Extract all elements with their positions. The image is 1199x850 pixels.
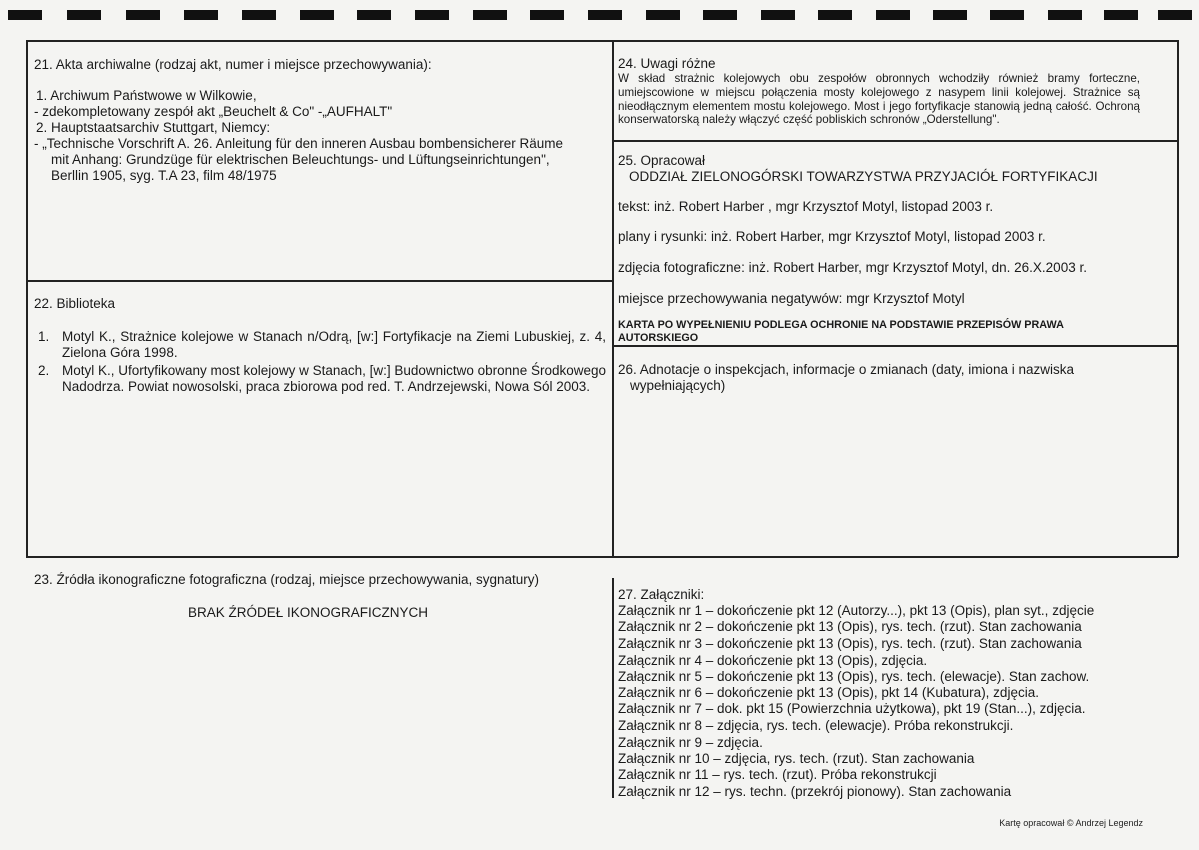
row-divider-21-22: [26, 280, 613, 282]
frame-right-border: [1177, 40, 1179, 557]
archive-line: mit Anhang: Grundzüge für elektrischen Beleuchtungs- und Lüftungseinrichtungen",: [51, 152, 550, 167]
column-divider: [612, 40, 614, 558]
section-25-heading: 25. Opracował: [618, 153, 706, 168]
author-plans: plany i rysunki: inż. Robert Harber, mgr Krzysztof Motyl, listopad 2003 r.: [618, 229, 1046, 244]
mark: [990, 10, 1024, 20]
attachment-item: Załącznik nr 1 – dokończenie pkt 12 (Autorzy...), pkt 13 (Opis), plan syt., zdjęcie: [618, 603, 1095, 618]
frame-top-border: [26, 40, 1178, 42]
section-26-heading: 26. Adnotacje o inspekcjach, informacje o zmianach (daty, imiona i nazwiska: [618, 362, 1074, 377]
mark: [588, 10, 622, 20]
row-divider-24-25: [612, 140, 1178, 142]
mark: [357, 10, 391, 20]
mark: [818, 10, 852, 20]
bibliography-number: 2.: [38, 363, 50, 378]
archive-line: - „Technische Vorschrift A. 26. Anleitung für den inneren Ausbau bombensicherer Räume: [34, 136, 564, 151]
iconography-value: BRAK ŹRÓDEŁ IKONOGRAFICZNYCH: [188, 605, 429, 620]
copyright-notice: KARTA PO WYPEŁNIENIU PODLEGA OCHRONIE NA PODSTAWIE PRZEPISÓW PRAWA AUTORSKIEGO: [618, 319, 1064, 344]
mark: [473, 10, 507, 20]
mark: [242, 10, 276, 20]
archive-line: - zdekompletowany zespół akt „Beuchelt & Co" -„AUFHALT": [34, 104, 393, 119]
mark: [300, 10, 334, 20]
mark: [933, 10, 967, 20]
section-24-heading: 24. Uwagi różne: [618, 56, 716, 71]
frame-left-border: [26, 40, 28, 557]
mark: [876, 10, 910, 20]
bibliography-item: Motyl K., Ufortyfikowany most kolejowy w Stanach, [w:] Budownictwo obronne Środkowego Nadodrza. Powiat nowosolski, praca zbiorowa pod red. T. Andrzejewski, Nowa Sól 2003.: [62, 363, 606, 394]
attachment-item: Załącznik nr 3 – dokończenie pkt 13 (Opis), rys. tech. (rzut). Stan zachowania: [618, 636, 1082, 651]
section-22-heading: 22. Biblioteka: [34, 296, 116, 311]
mark: [1104, 10, 1138, 20]
negatives-location: miejsce przechowywania negatywów: mgr Krzysztof Motyl: [618, 291, 965, 306]
attachment-item: Załącznik nr 11 – rys. tech. (rzut). Próba rekonstrukcji: [618, 767, 937, 782]
author-text: tekst: inż. Robert Harber , mgr Krzysztof Motyl, listopad 2003 r.: [618, 199, 994, 214]
notes-text: W skład strażnic kolejowych obu zespołów obronnych wchodziły również bramy forteczne, umiejscowione w miejscu połączenia mosty kolejowego z nasypem linii kolejowej. Strażnice są nieodłącznym elementem mostu kolejowego. Most i jego fortyfikacje stanowią jedną całość. Ochroną konserwatorską należy włączyć część pobliskich schronów „Oderstellung".: [618, 72, 1140, 127]
mark: [530, 10, 564, 20]
mark: [126, 10, 160, 20]
column-divider-lower: [612, 578, 614, 798]
archive-line: 1. Archiwum Państwowe w Wilkowie,: [36, 88, 257, 103]
attachment-item: Załącznik nr 2 – dokończenie pkt 13 (Opis), rys. tech. (rzut). Stan zachowania: [618, 619, 1082, 634]
author-photos: zdjęcia fotograficzne: inż. Robert Harber, mgr Krzysztof Motyl, dn. 26.X.2003 r.: [618, 260, 1087, 275]
section-27-heading: 27. Załączniki:: [618, 587, 705, 602]
mark: [1158, 10, 1192, 20]
attachment-item: Załącznik nr 5 – dokończenie pkt 13 (Opis), rys. tech. (elewacje). Stan zachow.: [618, 669, 1090, 684]
row-divider-26-27: [612, 556, 1178, 558]
mark: [761, 10, 795, 20]
section-23-heading: 23. Źródła ikonograficzne fotograficzna (rodzaj, miejsce przechowywania, sygnatury): [34, 572, 539, 587]
bibliography-number: 1.: [38, 329, 50, 344]
mark: [67, 10, 101, 20]
attachment-item: Załącznik nr 12 – rys. techn. (przekrój pionowy). Stan zachowania: [618, 784, 1012, 799]
mark: [415, 10, 449, 20]
row-divider-25-26: [612, 345, 1178, 347]
attachment-item: Załącznik nr 4 – dokończenie pkt 13 (Opis), zdjęcia.: [618, 653, 928, 668]
attachment-item: Załącznik nr 9 – zdjęcia.: [618, 735, 763, 750]
archive-line: Berllin 1905, syg. T.A 23, film 48/1975: [51, 168, 277, 183]
attachment-item: Załącznik nr 10 – zdjęcia, rys. tech. (rzut). Stan zachowania: [618, 751, 975, 766]
attachment-item: Załącznik nr 8 – zdjęcia, rys. tech. (elewacje). Próba rekonstrukcji.: [618, 718, 1014, 733]
attachment-item: Załącznik nr 6 – dokończenie pkt 13 (Opis), pkt 14 (Kubatura), zdjęcia.: [618, 685, 1039, 700]
registration-marks: [0, 10, 1199, 21]
section-21-heading: 21. Akta archiwalne (rodzaj akt, numer i miejsce przechowywania):: [34, 57, 432, 72]
mark: [184, 10, 218, 20]
section-26-heading-cont: wypełniających): [630, 378, 726, 393]
attachment-item: Załącznik nr 7 – dok. pkt 15 (Powierzchnia użytkowa), pkt 19 (Stan...), zdjęcia.: [618, 701, 1086, 716]
footer-credit: Kartę opracował © Andrzej Legendz: [999, 818, 1143, 828]
organization-name: ODDZIAŁ ZIELONOGÓRSKI TOWARZYSTWA PRZYJACIÓŁ FORTYFIKACJI: [629, 169, 1098, 184]
mark: [8, 10, 42, 20]
mark: [1048, 10, 1082, 20]
row-divider-22-23: [26, 556, 613, 558]
mark: [703, 10, 737, 20]
mark: [646, 10, 680, 20]
archive-line: 2. Hauptstaatsarchiv Stuttgart, Niemcy:: [36, 120, 271, 135]
bibliography-item: Motyl K., Strażnice kolejowe w Stanach n/Odrą, [w:] Fortyfikacje na Ziemi Lubuskiej, z. 4, Zielona Góra 1998.: [62, 329, 606, 360]
